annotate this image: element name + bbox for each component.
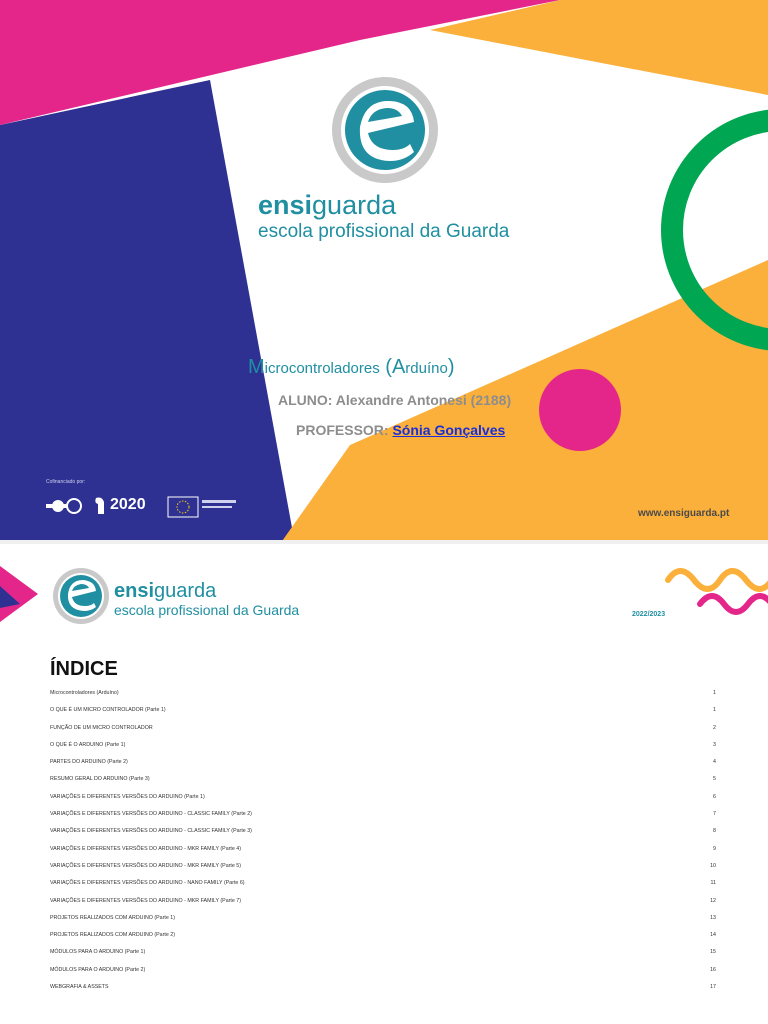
toc-entry[interactable]: [50, 690, 716, 707]
toc-entry-page: 9: [713, 845, 716, 852]
toc-entry-page: 3: [713, 741, 716, 748]
ensiguarda-logo-icon: [332, 77, 438, 183]
index-page: [0, 544, 768, 1024]
logo-subtitle: escola profissional da Guarda: [258, 221, 510, 242]
navy-shape: [0, 80, 295, 544]
toc-entry-page: 4: [713, 759, 716, 766]
professor-label: PROFESSOR:: [296, 422, 393, 438]
toc-entry-page: 14: [710, 932, 716, 939]
logo-guarda: guarda: [312, 190, 397, 220]
toc-entry[interactable]: [50, 828, 716, 845]
toc-entry-label: MÓDULOS PARA O ARDUINO (Parte 2): [50, 966, 146, 973]
toc-entry-page: 8: [713, 828, 716, 835]
toc-entry-label: PROJETOS REALIZADOS COM ARDUINO (Parte 2): [50, 932, 175, 939]
toc-entry-label: VARIAÇÕES E DIFERENTES VERSÕES DO ARDUINO - CLASSIC FAMILY (Parte 2): [50, 811, 252, 818]
toc-entry[interactable]: [50, 932, 716, 949]
school-year: 2022/2023: [632, 611, 666, 618]
cofinanced-label: Cofinanciado por:: [46, 479, 86, 485]
toc-entry-label: PROJETOS REALIZADOS COM ARDUINO (Parte 1): [50, 914, 175, 921]
toc-entry-label: VARIAÇÕES E DIFERENTES VERSÕES DO ARDUINO (Parte 1): [50, 793, 205, 800]
toc-entry-label: MÓDULOS PARA O ARDUINO (Parte 1): [50, 949, 146, 956]
document-title: [248, 356, 455, 379]
website-url[interactable]: www.ensiguarda.pt: [638, 508, 730, 519]
toc-entry[interactable]: [50, 880, 716, 897]
header-logo-subtitle: escola profissional da Guarda: [114, 602, 300, 618]
portugal-logo-icon: [95, 498, 104, 515]
toc-entry[interactable]: [50, 811, 716, 828]
toc-entry[interactable]: [50, 949, 716, 966]
title-initial-m: M: [248, 356, 265, 378]
logo-ensi: ensi: [258, 190, 313, 220]
toc-entry-label: FUNÇÃO DE UM MICRO CONTROLADOR: [50, 724, 153, 731]
toc-entry-page: 17: [710, 984, 716, 991]
logo-wordmark: [258, 190, 396, 221]
header-logo-ensi: ensi: [114, 580, 155, 602]
toc-entry-label: VARIAÇÕES E DIFERENTES VERSÕES DO ARDUINO - MKR FAMILY (Parte 4): [50, 845, 242, 852]
toc-entry-page: 16: [710, 966, 716, 973]
toc-entry-label: VARIAÇÕES E DIFERENTES VERSÕES DO ARDUINO - CLASSIC FAMILY (Parte 3): [50, 828, 252, 835]
toc-entry-label: VARIAÇÕES E DIFERENTES VERSÕES DO ARDUINO - NANO FAMILY (Parte 6): [50, 880, 245, 887]
professor-link[interactable]: Sónia Gonçalves: [392, 422, 506, 438]
header-logo-wordmark: [114, 580, 216, 603]
eu-flag-icon: [168, 497, 236, 517]
toc-entry-label: PARTES DO ARDUINO (Parte 2): [50, 759, 128, 766]
toc-entry[interactable]: [50, 898, 716, 915]
header-logo-guarda: guarda: [154, 580, 217, 602]
toc-entry-label: O QUE É UM MICRO CONTROLADOR (Parte 1): [50, 707, 166, 714]
toc-entry-label: Microcontroladores (Arduíno): [50, 690, 119, 696]
toc-entry[interactable]: [50, 725, 716, 742]
toc-entry[interactable]: [50, 742, 716, 759]
pink-wave: [700, 596, 768, 612]
pink-circle: [539, 369, 621, 451]
toc-entry-label: WEBGRAFIA & ASSETS: [50, 984, 109, 991]
toc-entry[interactable]: [50, 794, 716, 811]
pink-shape: [0, 0, 560, 125]
toc-entry-page: 12: [710, 897, 716, 904]
portugal-2020-label: 2020: [110, 496, 146, 513]
table-of-contents: [50, 690, 716, 1001]
toc-entry-page: 1: [713, 707, 716, 714]
toc-entry-label: VARIAÇÕES E DIFERENTES VERSÕES DO ARDUINO - MKR FAMILY (Parte 5): [50, 862, 242, 869]
toc-entry-page: 6: [713, 793, 716, 800]
toc-entry[interactable]: [50, 759, 716, 776]
toc-entry-page: 1: [713, 690, 716, 696]
toc-entry[interactable]: [50, 846, 716, 863]
title-close-paren: ): [447, 356, 455, 378]
professor-line: [296, 422, 505, 438]
toc-entry-page: 13: [710, 914, 716, 921]
student-line: ALUNO: Alexandre Antonesi (2188): [278, 392, 512, 408]
toc-entry-label: RESUMO GERAL DO ARDUINO (Parte 3): [50, 776, 150, 783]
toc-entry-page: 10: [710, 862, 716, 869]
toc-entry[interactable]: [50, 776, 716, 793]
yellow-wave: [668, 571, 768, 589]
ensiguarda-logo-icon: [53, 568, 109, 624]
toc-entry-label: O QUE É O ARDUINO (Parte 1): [50, 741, 126, 748]
funding-logos: [44, 494, 254, 520]
index-heading: ÍNDICE: [50, 658, 118, 680]
title-initial-a: A: [391, 356, 406, 378]
toc-entry-page: 2: [713, 724, 716, 731]
poch-logo-icon: [46, 499, 81, 513]
title-rest-2: rduíno: [405, 360, 448, 377]
toc-entry-page: 15: [710, 949, 716, 956]
toc-entry[interactable]: [50, 863, 716, 880]
toc-entry-page: 11: [710, 880, 716, 887]
title-rest-1: icrocontroladores: [264, 360, 380, 377]
toc-entry-page: 7: [713, 811, 716, 818]
toc-entry[interactable]: [50, 915, 716, 932]
title-open-paren: (: [379, 356, 392, 378]
toc-entry-page: 5: [713, 776, 716, 783]
toc-entry[interactable]: [50, 984, 716, 1001]
toc-entry[interactable]: [50, 707, 716, 724]
toc-entry-label: VARIAÇÕES E DIFERENTES VERSÕES DO ARDUINO - MKR FAMILY (Parte 7): [50, 897, 242, 904]
toc-entry[interactable]: [50, 967, 716, 984]
